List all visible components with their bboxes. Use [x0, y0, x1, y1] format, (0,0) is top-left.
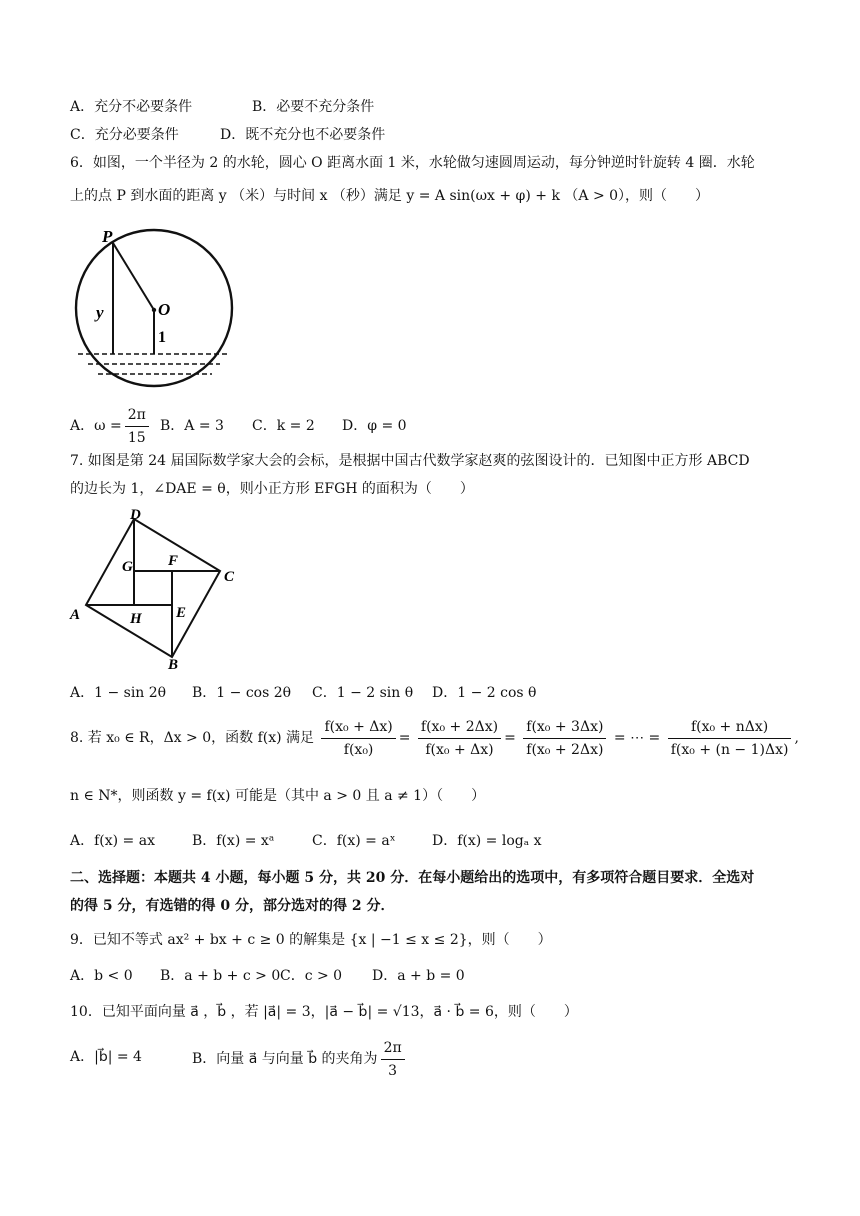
q6-option-a-prefix: A．ω =: [70, 418, 122, 434]
q8-fraction-1: $\frac{\text{f(x₀ + Δx)}}{\text{f(x₀)}}$: [321, 716, 395, 761]
q10-option-a: A．|b⃗| = 4: [70, 1049, 142, 1065]
label-d: D: [130, 507, 141, 523]
q7-option-d: D．1 − 2 cos θ: [432, 685, 537, 701]
q8-stem-line1: 8. 若 x₀ ∈ R，Δx > 0，函数 f(x) 满足 $\frac{\text{f(x₀ + Δx)}}{\text{f(x₀)}}$ = $\frac{\text{f(x₀ + 2Δx)}}{\text{f(x₀ + Δx)}}$ = $\frac{\text{f(x₀ + 3Δx)}}{\text{f(x₀ + 2Δx)}}$ = ⋯ = $\frac{\text{f(x₀ + nΔx)}}{\text{f(x₀ + (n − 1)Δx)}}$ ,: [70, 714, 799, 762]
q6-stem-line1: 6．如图，一个半径为 2 的水轮，圆心 O 距离水面 1 米，水轮做匀速圆周运动，每分钟逆时针旋转 4 圈．水轮: [70, 155, 755, 171]
q8-option-c: C．f(x) = aˣ: [312, 833, 396, 849]
q6-option-a: [70, 402, 152, 450]
q10-stem: 10．已知平面向量 a⃗ ，b⃗ ，若 |a⃗| = 3，|a⃗ − b⃗| = √13，a⃗ · b⃗ = 6，则（ ）: [70, 1004, 578, 1020]
label-b: B: [168, 657, 179, 671]
label-f: F: [168, 553, 179, 569]
label-o: O: [158, 300, 171, 319]
label-a: A: [70, 607, 81, 623]
q6-waterwheel-figure: [72, 228, 234, 388]
q10-option-b-prefix: B．向量 a⃗ 与向量 b⃗ 的夹角为: [192, 1051, 378, 1067]
section2-heading-line1: 二、选择题：本题共 4 小题，每小题 5 分，共 20 分．在每小题给出的选项中，有多项符合题目要求．全选对: [70, 870, 755, 886]
q9-option-c: C．c > 0: [280, 968, 343, 984]
q7-option-a: A．1 − sin 2θ: [70, 685, 167, 701]
q10-option-b-numerator: 2π: [381, 1037, 405, 1060]
q8-option-b: B．f(x) = xᵃ: [192, 833, 275, 849]
square-abcd: [86, 519, 220, 657]
label-c: C: [224, 569, 235, 585]
q6-option-d: D．φ = 0: [342, 418, 407, 434]
label-y: y: [96, 303, 104, 322]
q5-option-a: A．充分不必要条件: [70, 99, 193, 115]
q7-option-c: C．1 − 2 sin θ: [312, 685, 414, 701]
q8-fraction-2: $\frac{\text{f(x₀ + 2Δx)}}{\text{f(x₀ + Δx)}}$: [418, 716, 501, 761]
label-p: P: [102, 228, 113, 246]
radius-line: [113, 243, 154, 310]
q7-zhao-shuang-figure: [66, 505, 246, 671]
label-g: G: [122, 559, 133, 575]
q9-option-d: D．a + b = 0: [372, 968, 465, 984]
q10-option-b: [192, 1035, 408, 1083]
q5-option-c: C．充分必要条件: [70, 127, 179, 143]
q6-option-c: C．k = 2: [252, 418, 315, 434]
q9-stem: 9．已知不等式 ax² + bx + c ≥ 0 的解集是 {x | −1 ≤ x ≤ 2}，则（ ）: [70, 932, 552, 948]
q8-dots: = ⋯ =: [613, 730, 661, 746]
q8-fraction-3: $\frac{\text{f(x₀ + 3Δx)}}{\text{f(x₀ + 2Δx)}}$: [523, 716, 606, 761]
q7-stem-line1: 7. 如图是第 24 届国际数学家大会的会标，是根据中国古代数学家赵爽的弦图设计的．已知图中正方形 ABCD: [70, 453, 750, 469]
q8-option-a: A．f(x) = ax: [70, 833, 155, 849]
q8-fraction-4: $\frac{\text{f(x₀ + nΔx)}}{\text{f(x₀ + (n − 1)Δx)}}$: [668, 716, 792, 761]
center-dot: [152, 308, 156, 312]
q5-option-b: B．必要不充分条件: [252, 99, 375, 115]
section2-heading-line2: 的得 5 分，有选错的得 0 分，部分选对的得 2 分．: [70, 898, 395, 914]
q6-option-a-denominator: 15: [127, 429, 146, 446]
label-1: 1: [158, 329, 166, 346]
q9-option-a: A．b < 0: [70, 968, 133, 984]
q8-stem-line2: n ∈ N*，则函数 y = f(x) 可能是（其中 a > 0 且 a ≠ 1）（ ）: [70, 788, 486, 804]
q6-option-b: B．A = 3: [160, 418, 224, 434]
q6-option-a-numerator: 2π: [125, 404, 149, 427]
q7-stem-line2: 的边长为 1，∠DAE = θ，则小正方形 EFGH 的面积为（ ）: [70, 481, 474, 497]
q9-option-b: B．a + b + c > 0: [160, 968, 281, 984]
q7-option-b: B．1 − cos 2θ: [192, 685, 292, 701]
q8-option-d: D．f(x) = logₐ x: [432, 833, 542, 849]
label-e: E: [176, 605, 187, 621]
label-h: H: [130, 611, 142, 627]
q10-option-b-denominator: 3: [388, 1062, 398, 1079]
q6-stem-line2: 上的点 P 到水面的距离 y （米）与时间 x （秒）满足 y = A sin(ωx + φ) + k （A > 0），则（ ）: [70, 188, 710, 204]
q5-option-d: D．既不充分也不必要条件: [220, 127, 386, 143]
q8-intro: 8. 若 x₀ ∈ R，Δx > 0，函数 f(x) 满足: [70, 730, 315, 746]
